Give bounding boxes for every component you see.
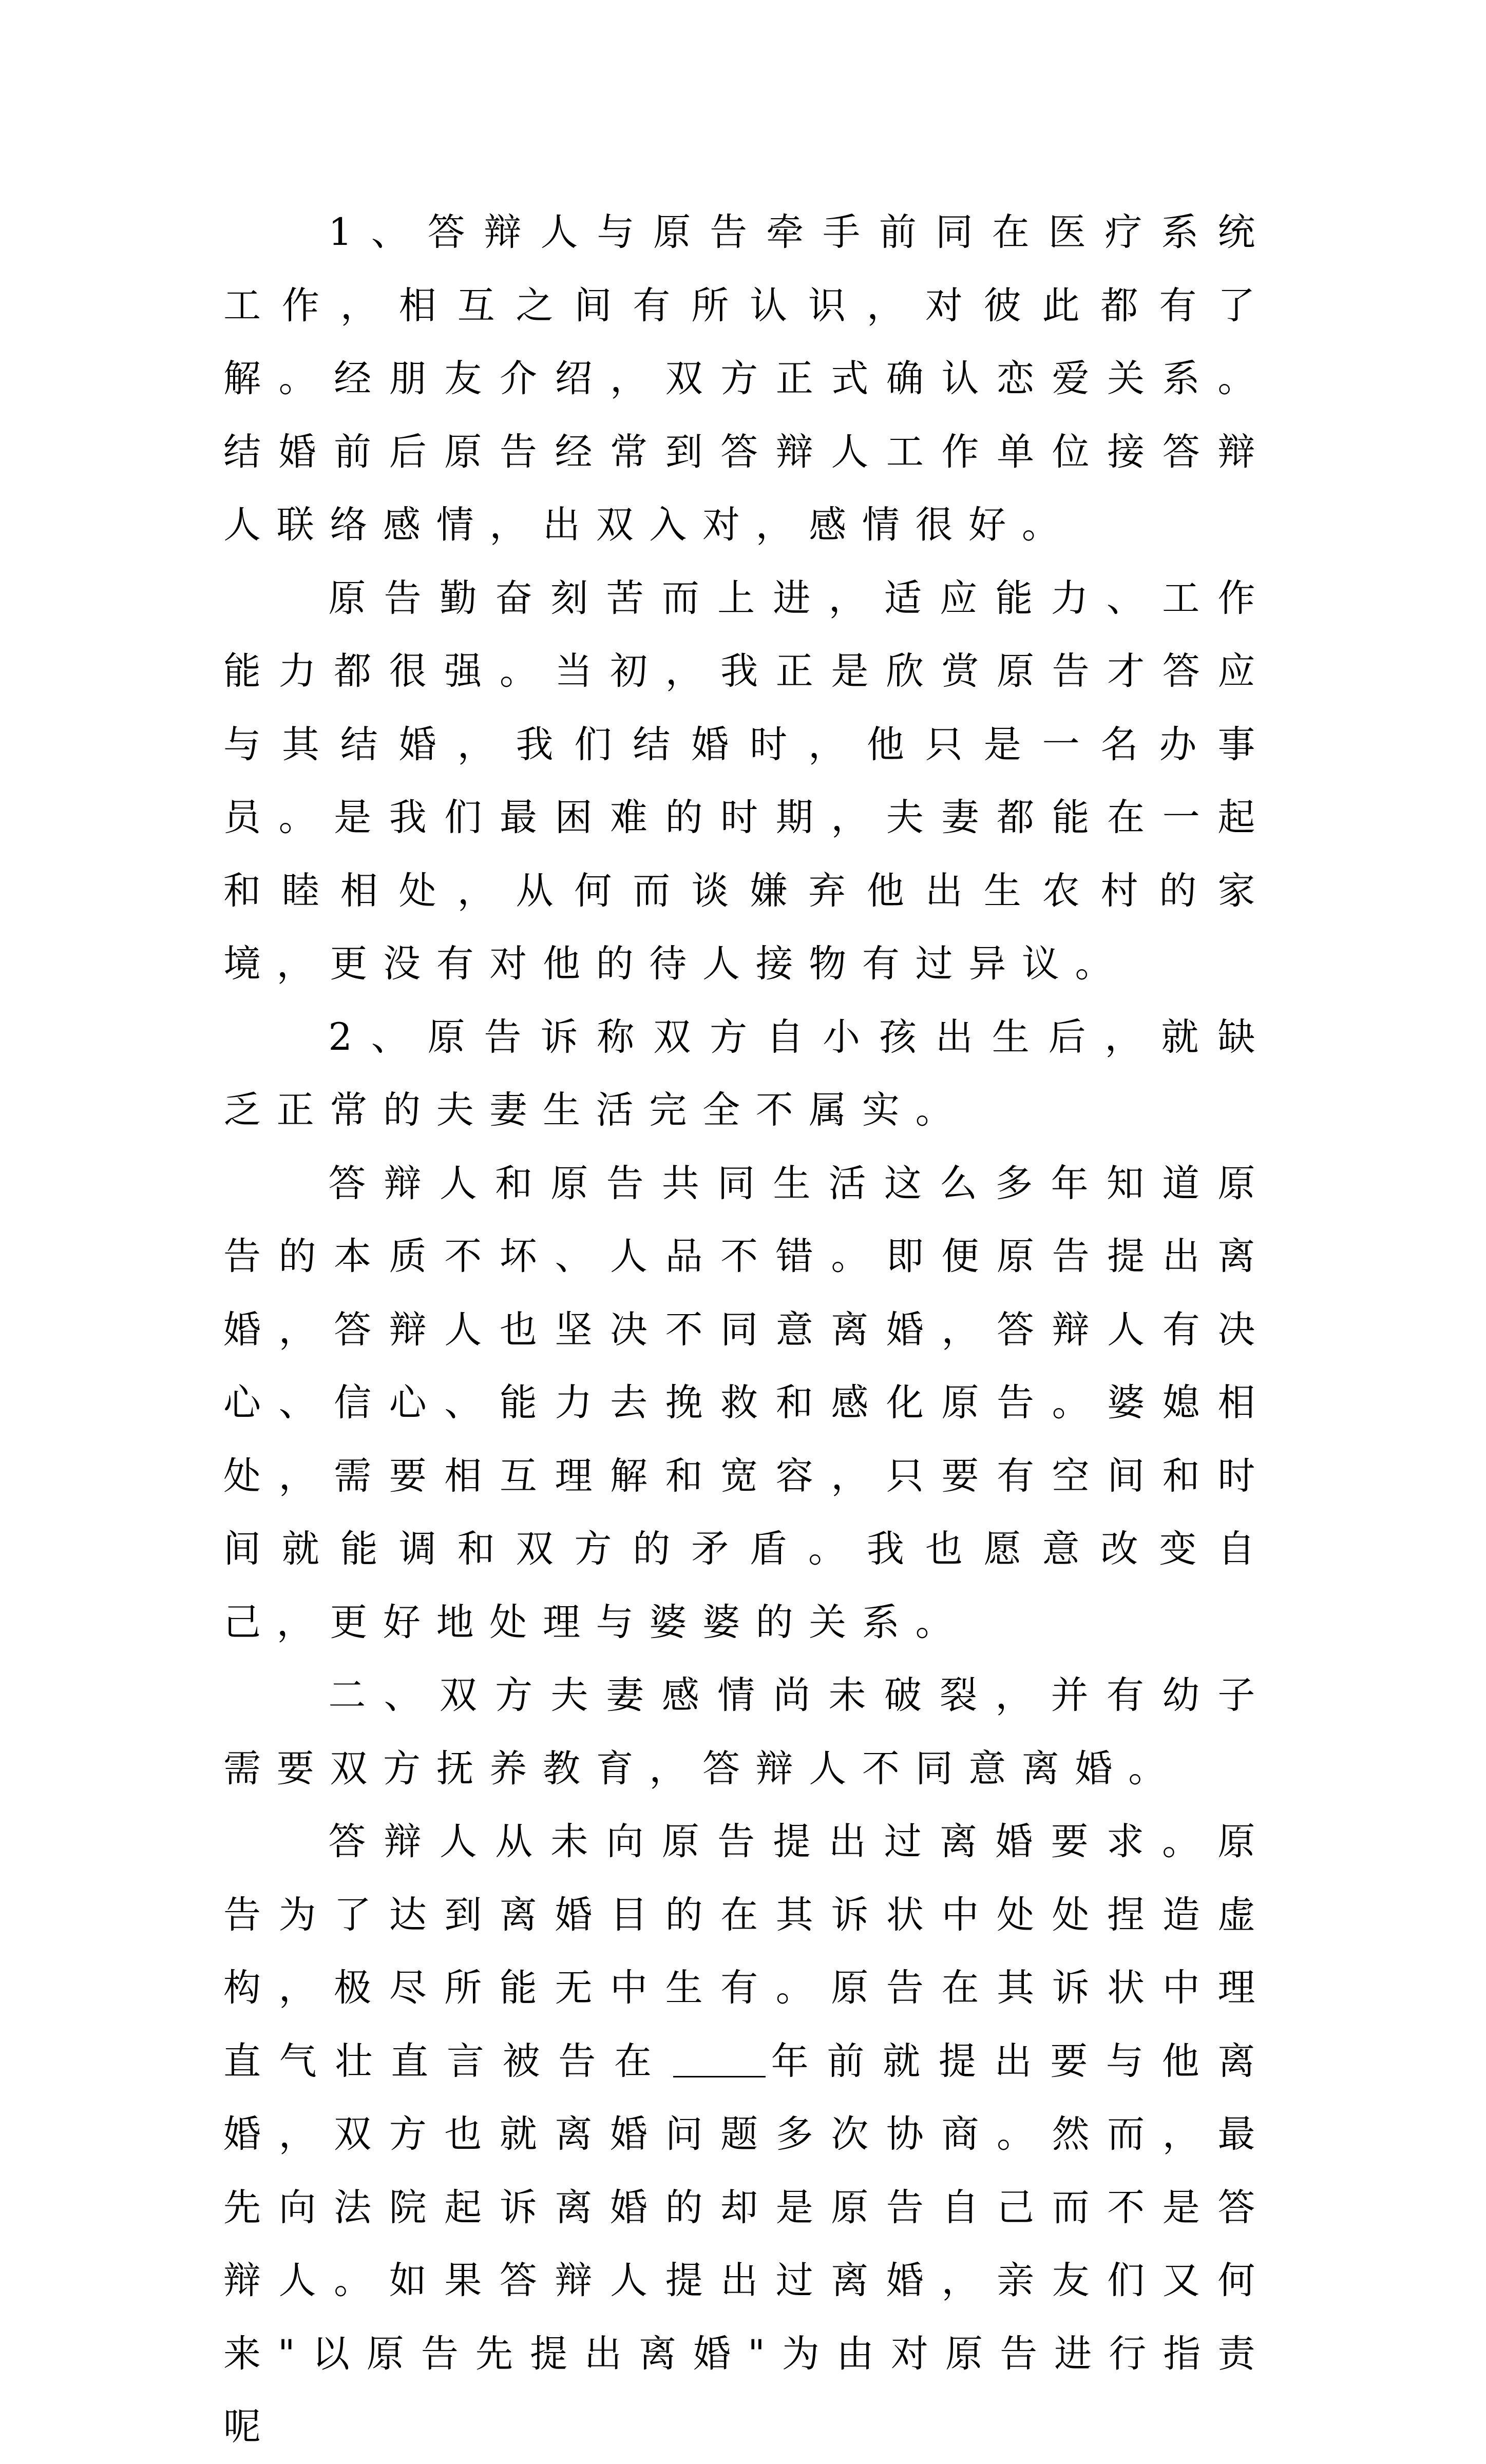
paragraph-2: 原告勤奋刻苦而上进，适应能力、工作能力都很强。当初，我正是欣赏原告才答应与其结婚，我们结婚时，他只是一名办事员。是我们最困难的时期，夫妻都能在一起和睦相处，从何而谈嫌弃他出生农村的家境，更没有对他的待人接物有过异议。 [223,576,1271,986]
paragraph-4: 答辩人和原告共同生活这么多年知道原告的本质不坏、人品不错。即便原告提出离婚，答辩人也坚决不同意离婚，答辩人有决心、信心、能力去挽救和感化原告。婆媳相处，需要相互理解和宽容，只要有空间和时间就能调和双方的矛盾。我也愿意改变自己，更好地处理与婆婆的关系。 [223,1161,1271,1644]
paragraph-6-part-1: 答辩人从未向原告提出过离婚要求。原告为了达到离婚目的在其诉状中处处捏造虚构，极尽所能无中生有。原告在其诉状中理直气壮直言被告在 [223,1820,1271,2083]
paragraph-5: 二、双方夫妻感情尚未破裂，并有幼子需要双方抚养教育，答辩人不同意离婚。 [223,1673,1271,1791]
document-body [223,196,1271,2464]
paragraph-6-part-2: 年前就提出要与他离婚，双方也就离婚问题多次协商。然而，最先向法院起诉离婚的却是原告自己而不是答辩人。如果答辩人提出过离婚，亲友们又何来"以原告先提出离婚"为由对原告进行指责呢 [223,2039,1271,2449]
paragraph-1: 1、答辩人与原告牵手前同在医疗系统工作，相互之间有所认识，对彼此都有了解。经朋友介绍，双方正式确认恋爱关系。结婚前后原告经常到答辩人工作单位接答辩人联络感情，出双入对，感情很好。 [223,210,1271,547]
paragraph-3: 2、原告诉称双方自小孩出生后，就缺乏正常的夫妻生活完全不属实。 [223,1015,1271,1132]
fill-in-blank [673,2038,766,2077]
paragraph-6 [223,1805,1271,2464]
